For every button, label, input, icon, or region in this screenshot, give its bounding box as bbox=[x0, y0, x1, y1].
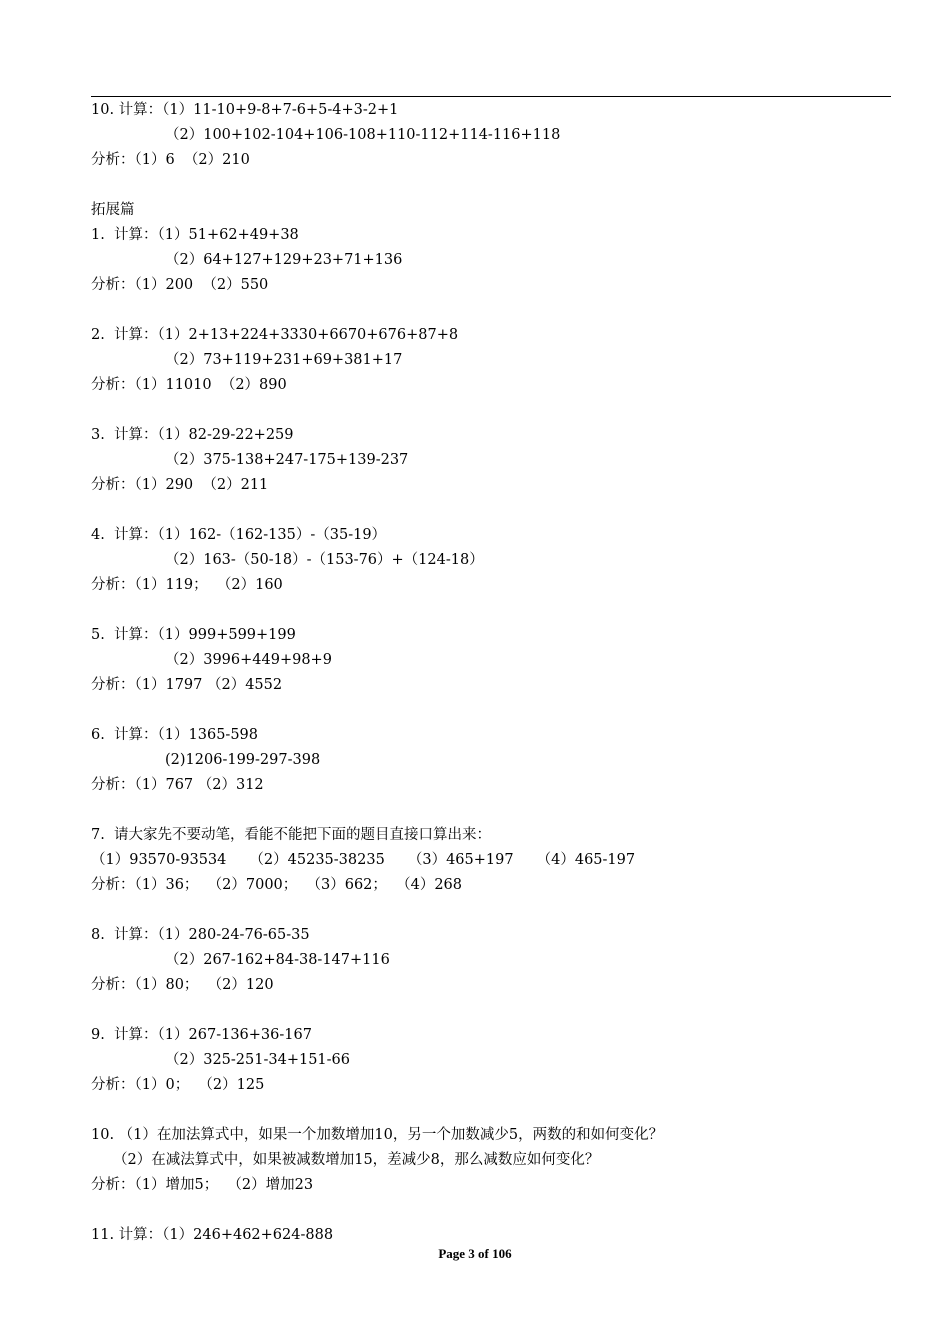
text-line: 分析：（1）767 （2）312 bbox=[91, 777, 264, 793]
blank-line bbox=[91, 173, 891, 198]
text-line: （2）3996+449+98+9 bbox=[165, 652, 332, 668]
text-line: 拓展篇 bbox=[91, 202, 135, 218]
text-line: （2）在减法算式中，如果被减数增加15，差减少8，那么减数应如何变化？ bbox=[113, 1152, 600, 1168]
blank-line bbox=[91, 598, 891, 623]
text-line: （2）325-251-34+151-66 bbox=[165, 1052, 351, 1068]
text-line: 9. 计算：（1）267-136+36-167 bbox=[91, 1027, 312, 1043]
blank-line bbox=[91, 398, 891, 423]
text-line: 分析：（1）0； （2）125 bbox=[91, 1077, 265, 1093]
text-line: 分析：（1）36； （2）7000； （3）662； （4）268 bbox=[91, 877, 463, 893]
text-line: 分析：（1）119； （2）160 bbox=[91, 577, 283, 593]
text-line: 分析：（1）290 （2）211 bbox=[91, 477, 269, 493]
blank-line bbox=[91, 698, 891, 723]
text-line: （1）93570-93534 （2）45235-38235 （3）465+197 （4）465-197 bbox=[91, 852, 636, 868]
blank-line bbox=[91, 1198, 891, 1223]
text-line: 分析：（1）200 （2）550 bbox=[91, 277, 269, 293]
text-line: （2）73+119+231+69+381+17 bbox=[165, 352, 403, 368]
text-line: 分析：（1）1797 （2）4552 bbox=[91, 677, 283, 693]
text-line: 5. 计算：（1）999+599+199 bbox=[91, 627, 296, 643]
header-rule bbox=[91, 96, 891, 97]
blank-line bbox=[91, 898, 891, 923]
blank-line bbox=[91, 998, 891, 1023]
blank-line bbox=[91, 798, 891, 823]
text-line: (2)1206-199-297-398 bbox=[165, 752, 321, 768]
text-line: 4. 计算：（1）162-（162-135）-（35-19） bbox=[91, 527, 387, 543]
blank-line bbox=[91, 298, 891, 323]
blank-line bbox=[91, 1098, 891, 1123]
text-line: 分析：（1）增加5； （2）增加23 bbox=[91, 1177, 314, 1193]
blank-line bbox=[91, 498, 891, 523]
text-line: 1. 计算：（1）51+62+49+38 bbox=[91, 227, 299, 243]
text-line: （2）100+102-104+106-108+110-112+114-116+118 bbox=[165, 127, 561, 143]
text-line: 7. 请大家先不要动笔，看能不能把下面的题目直接口算出来： bbox=[91, 827, 492, 843]
text-line: （2）267-162+84-38-147+116 bbox=[165, 952, 390, 968]
text-line: 分析：（1）6 （2）210 bbox=[91, 152, 250, 168]
text-line: （2）375-138+247-175+139-237 bbox=[165, 452, 409, 468]
text-line: 分析：（1）11010 （2）890 bbox=[91, 377, 287, 393]
page-footer: Page 3 of 106 bbox=[438, 1246, 512, 1261]
document-body bbox=[91, 98, 891, 1248]
text-line: 10. （1）在加法算式中，如果一个加数增加10，另一个加数减少5，两数的和如何变化？ bbox=[91, 1127, 664, 1143]
text-line: 分析：（1）80； （2）120 bbox=[91, 977, 274, 993]
text-line: （2）64+127+129+23+71+136 bbox=[165, 252, 403, 268]
text-line: 11. 计算：（1）246+462+624-888 bbox=[91, 1227, 334, 1243]
text-line: （2）163-（50-18）-（153-76）+（124-18） bbox=[165, 552, 484, 568]
text-line: 6. 计算：（1）1365-598 bbox=[91, 727, 259, 743]
text-line: 10. 计算：（1）11-10+9-8+7-6+5-4+3-2+1 bbox=[91, 102, 399, 118]
text-line: 3. 计算：（1）82-29-22+259 bbox=[91, 427, 294, 443]
text-line: 2. 计算：（1）2+13+224+3330+6670+676+87+8 bbox=[91, 327, 459, 343]
text-line: 8. 计算：（1）280-24-76-65-35 bbox=[91, 927, 310, 943]
